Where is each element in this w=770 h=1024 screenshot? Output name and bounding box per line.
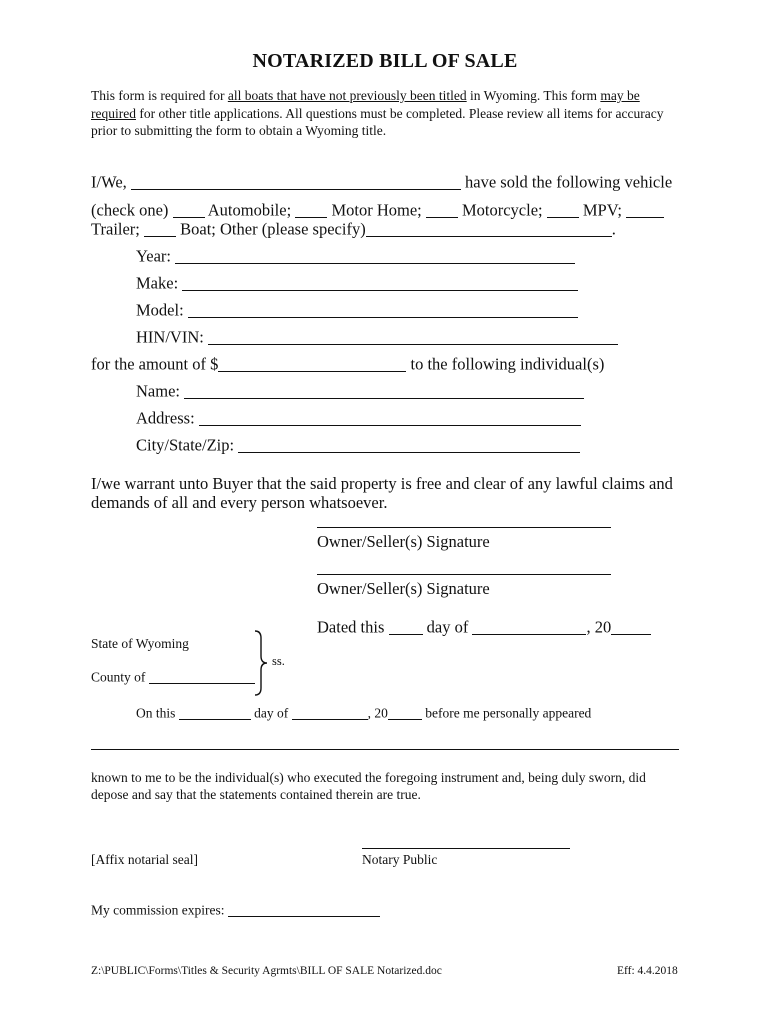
trailer-checkbox[interactable] — [626, 200, 664, 218]
notary-signature-line[interactable] — [362, 848, 570, 849]
buyer-address-label: Address: — [136, 408, 195, 428]
intro-text: in Wyoming. This form — [466, 88, 601, 103]
dated-day-field[interactable] — [389, 617, 423, 635]
hin-vin-label: HIN/VIN: — [136, 327, 204, 347]
intro-paragraph — [91, 87, 681, 140]
other-specify-field[interactable] — [366, 219, 612, 237]
hin-vin-field[interactable] — [208, 327, 618, 345]
form-title: NOTARIZED BILL OF SALE — [252, 50, 518, 72]
dated-this-label: Dated this — [317, 617, 385, 637]
mpv-checkbox[interactable] — [547, 200, 579, 218]
appeared-label: before me personally appeared — [425, 705, 592, 721]
check-one-label: (check one) — [91, 200, 169, 220]
to-individuals-label: to the following individual(s) — [410, 354, 605, 374]
notary-day-of-label: day of — [254, 705, 289, 721]
notary-year-field[interactable] — [388, 705, 422, 720]
model-field[interactable] — [188, 300, 578, 318]
signature-label-2: Owner/Seller(s) Signature — [317, 579, 490, 598]
footer-path: Z:\PUBLIC\Forms\Titles & Security Agrmts\BILL OF SALE Notarized.doc — [91, 965, 442, 977]
trailer-label: Trailer; — [91, 219, 140, 239]
dated-year-prefix: , 20 — [586, 617, 612, 637]
ss-label: ss. — [272, 654, 285, 668]
seller-line — [91, 172, 672, 193]
signature-line-1[interactable] — [317, 527, 611, 528]
boat-checkbox[interactable] — [144, 219, 176, 237]
notarial-seal-label: [Affix notarial seal] — [91, 852, 198, 867]
year-field[interactable] — [175, 246, 575, 264]
make-row — [136, 273, 578, 294]
mpv-label: MPV; — [582, 200, 622, 220]
signature-label-1: Owner/Seller(s) Signature — [317, 532, 490, 551]
boat-other-label: Boat; Other (please specify) — [180, 219, 366, 239]
notary-year-prefix: , 20 — [367, 705, 388, 721]
period: . — [611, 219, 616, 239]
warranty-line-1: I/we warrant unto Buyer that the said property is free and clear of any lawful claims and — [91, 474, 673, 493]
intro-underlined-boats: all boats that have not previously been titled — [227, 88, 467, 103]
commission-row — [91, 902, 380, 919]
buyer-city-field[interactable] — [238, 435, 580, 453]
signature-line-2[interactable] — [317, 574, 611, 575]
warranty-line-2: demands of all and every person whatsoever. — [91, 493, 388, 512]
on-this-row — [136, 705, 591, 722]
known-line-2: depose and say that the statements contained therein are true. — [91, 787, 421, 802]
commission-label: My commission expires: — [91, 902, 225, 918]
buyer-name-label: Name: — [136, 381, 180, 401]
vehicle-type-line-2 — [91, 219, 616, 240]
brace-icon — [252, 630, 268, 701]
year-row — [136, 246, 575, 267]
amount-label: for the amount of $ — [91, 354, 219, 374]
intro-underlined-may-be-required: may be required — [91, 88, 640, 121]
motorcycle-checkbox[interactable] — [426, 200, 458, 218]
dated-month-field[interactable] — [472, 617, 586, 635]
automobile-label: Automobile; — [207, 200, 292, 220]
motor-home-checkbox[interactable] — [295, 200, 327, 218]
notary-day-field[interactable] — [179, 705, 251, 720]
dated-day-of-label: day of — [426, 617, 469, 637]
vehicle-type-line — [91, 200, 664, 221]
dated-year-field[interactable] — [611, 617, 651, 635]
make-label: Make: — [136, 273, 179, 293]
buyer-city-label: City/State/Zip: — [136, 435, 235, 455]
hin-vin-row — [136, 327, 618, 348]
known-line-1: known to me to be the individual(s) who executed the foregoing instrument and, being duly sworn, did — [91, 770, 646, 785]
commission-field[interactable] — [228, 902, 380, 917]
intro-text: for other title applications. All questions must be completed. Please review all items for accuracy prior to submitting the form to obtain a Wyoming title. — [91, 105, 664, 138]
motor-home-label: Motor Home; — [331, 200, 422, 220]
notary-month-field[interactable] — [292, 705, 368, 720]
model-row — [136, 300, 578, 321]
buyer-name-field[interactable] — [184, 381, 584, 399]
buyer-city-row — [136, 435, 580, 456]
amount-row — [91, 354, 604, 375]
motorcycle-label: Motorcycle; — [461, 200, 543, 220]
iwe-label: I/We, — [91, 172, 127, 192]
year-label: Year: — [136, 246, 171, 266]
footer-effective-date: Eff: 4.4.2018 — [617, 965, 678, 977]
intro-text: This form is required for — [91, 88, 228, 103]
sold-label: have sold the following vehicle — [465, 172, 673, 192]
seller-name-field[interactable] — [131, 172, 461, 190]
on-this-label: On this — [136, 705, 176, 721]
make-field[interactable] — [182, 273, 578, 291]
county-field[interactable] — [149, 669, 255, 684]
buyer-address-field[interactable] — [199, 408, 581, 426]
county-label: County of — [91, 669, 146, 685]
notary-public-label: Notary Public — [362, 852, 438, 867]
appeared-name-line[interactable] — [91, 749, 679, 750]
automobile-checkbox[interactable] — [173, 200, 205, 218]
state-label: State of Wyoming — [91, 636, 189, 651]
buyer-name-row — [136, 381, 584, 402]
model-label: Model: — [136, 300, 184, 320]
county-row — [91, 669, 255, 686]
buyer-address-row — [136, 408, 581, 429]
dated-row — [317, 617, 651, 638]
amount-field[interactable] — [218, 354, 406, 372]
